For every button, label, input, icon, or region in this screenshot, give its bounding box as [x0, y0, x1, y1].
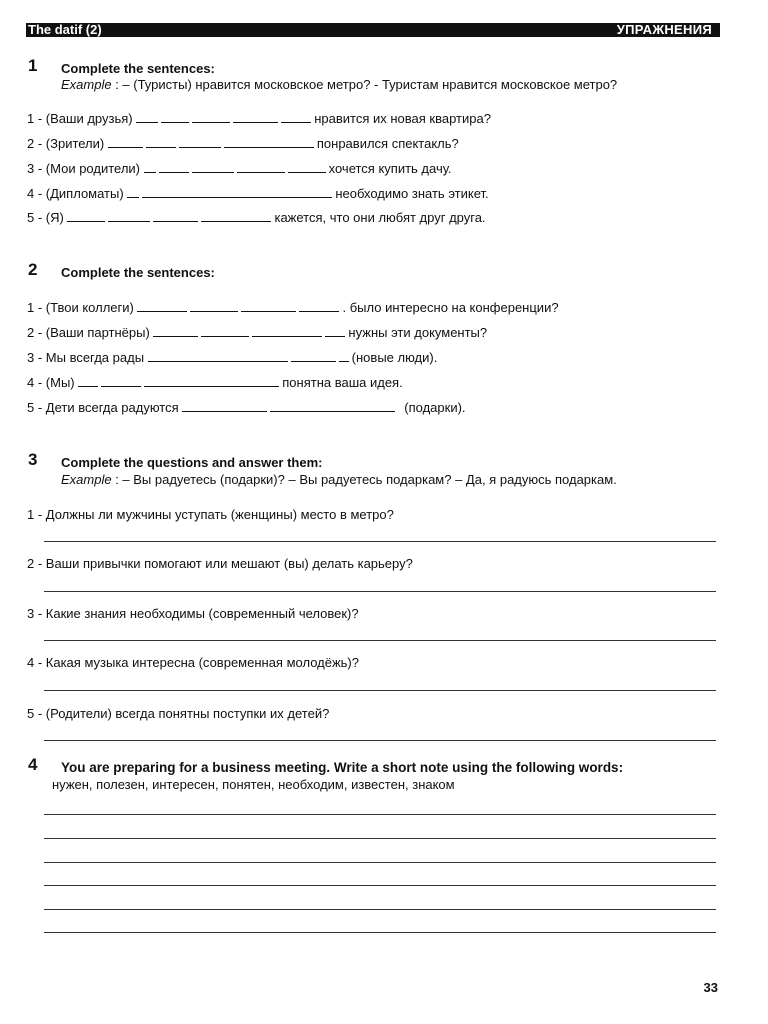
ex1-item-5 [27, 210, 486, 225]
ex1-item-3 [27, 161, 452, 176]
ex2-item-1-tail: . было интересно на конференции? [342, 300, 559, 315]
answer-blank[interactable] [108, 220, 150, 222]
answer-line[interactable] [44, 640, 716, 641]
ex3-question-2: 2 - Ваши привычки помогают или мешают (вы) делать карьеру? [27, 556, 413, 571]
ex2-item-1-prompt: 1 - (Твои коллеги) [27, 300, 134, 315]
exercise-3-example [61, 472, 617, 487]
answer-blank[interactable] [142, 196, 332, 198]
ex1-item-2 [27, 136, 459, 151]
ex1-item-3-prompt: 3 - (Мои родители) [27, 161, 140, 176]
answer-blank[interactable] [137, 310, 187, 312]
ex2-item-4-prompt: 4 - (Мы) [27, 375, 75, 390]
answer-blank[interactable] [281, 121, 311, 123]
exercise-4-word-list: нужен, полезен, интересен, понятен, необходим, известен, знаком [52, 777, 455, 792]
ex1-item-4-tail: необходимо знать этикет. [335, 186, 489, 201]
answer-blank[interactable] [237, 171, 285, 173]
ex1-item-1-tail: нравится их новая квартира? [314, 111, 491, 126]
answer-blank[interactable] [339, 360, 349, 362]
example-label: Example [61, 77, 112, 92]
ex1-item-4-prompt: 4 - (Дипломаты) [27, 186, 124, 201]
ex2-item-3-prompt: 3 - Мы всегда рады [27, 350, 145, 365]
answer-blank[interactable] [192, 121, 230, 123]
exercise-4-title: You are preparing for a business meeting. Write a short note using the following words: [61, 760, 624, 775]
example-label: Example [61, 472, 112, 487]
ex2-item-4 [27, 375, 403, 390]
exercise-3-number: 3 [28, 450, 38, 469]
exercise-3-title: Complete the questions and answer them: [61, 455, 323, 470]
answer-blank[interactable] [161, 121, 189, 123]
ex2-item-2-prompt: 2 - (Ваши партнёры) [27, 325, 150, 340]
answer-blank[interactable] [299, 310, 339, 312]
answer-blank[interactable] [201, 335, 249, 337]
ex2-item-1 [27, 300, 559, 315]
note-line[interactable] [44, 932, 716, 933]
answer-blank[interactable] [67, 220, 105, 222]
page-header-bar [26, 23, 720, 37]
page-number: 33 [703, 980, 718, 995]
answer-blank[interactable] [241, 310, 296, 312]
answer-blank[interactable] [190, 310, 238, 312]
answer-line[interactable] [44, 591, 716, 592]
ex1-item-4 [27, 186, 489, 201]
header-section: УПРАЖНЕНИЯ [616, 22, 712, 37]
ex1-item-1-prompt: 1 - (Ваши друзья) [27, 111, 133, 126]
exercise-1-title: Complete the sentences: [61, 61, 215, 76]
ex1-item-2-prompt: 2 - (Зрители) [27, 136, 105, 151]
answer-blank[interactable] [252, 335, 322, 337]
answer-blank[interactable] [325, 335, 345, 337]
ex2-item-2 [27, 325, 487, 340]
answer-blank[interactable] [148, 360, 288, 362]
answer-line[interactable] [44, 740, 716, 741]
answer-blank[interactable] [136, 121, 158, 123]
ex3-question-3: 3 - Какие знания необходимы (современный человек)? [27, 606, 359, 621]
example-text: : – Вы радуетесь (подарки)? – Вы радуетесь подаркам? – Да, я радуюсь подаркам. [111, 472, 617, 487]
answer-line[interactable] [44, 690, 716, 691]
ex1-item-5-prompt: 5 - (Я) [27, 210, 64, 225]
exercise-4-number: 4 [28, 755, 38, 774]
exercise-1-example [61, 77, 617, 92]
example-text: : – (Туристы) нравится московское метро? - Туристам нравится московское метро? [111, 77, 618, 92]
answer-blank[interactable] [179, 146, 221, 148]
ex1-item-3-tail: хочется купить дачу. [328, 161, 452, 176]
ex2-item-5-tail: (подарки). [404, 400, 466, 415]
ex2-item-3-tail: (новые люди). [351, 350, 438, 365]
ex3-question-4: 4 - Какая музыка интересна (современная молодёжь)? [27, 655, 359, 670]
answer-blank[interactable] [78, 385, 98, 387]
ex1-item-2-tail: понравился спектакль? [316, 136, 459, 151]
exercise-1-number: 1 [28, 56, 38, 75]
answer-blank[interactable] [144, 171, 156, 173]
answer-blank[interactable] [159, 171, 189, 173]
answer-blank[interactable] [192, 171, 234, 173]
answer-blank[interactable] [182, 410, 267, 412]
note-line[interactable] [44, 862, 716, 863]
exercise-2-number: 2 [28, 260, 38, 279]
ex2-item-3 [27, 350, 437, 365]
exercise-2-title: Complete the sentences: [61, 265, 215, 280]
note-line[interactable] [44, 814, 716, 815]
ex3-question-1: 1 - Должны ли мужчины уступать (женщины) место в метро? [27, 507, 394, 522]
answer-blank[interactable] [270, 410, 395, 412]
ex2-item-5-prompt: 5 - Дети всегда радуются [27, 400, 179, 415]
ex1-item-5-tail: кажется, что они любят друг друга. [274, 210, 486, 225]
answer-blank[interactable] [144, 385, 279, 387]
ex2-item-2-tail: нужны эти документы? [348, 325, 488, 340]
ex1-item-1 [27, 111, 491, 126]
answer-blank[interactable] [224, 146, 314, 148]
ex2-item-4-tail: понятна ваша идея. [282, 375, 403, 390]
answer-blank[interactable] [153, 335, 198, 337]
note-line[interactable] [44, 885, 716, 886]
answer-blank[interactable] [233, 121, 278, 123]
answer-blank[interactable] [288, 171, 326, 173]
ex3-question-5: 5 - (Родители) всегда понятны поступки их детей? [27, 706, 330, 721]
answer-blank[interactable] [146, 146, 176, 148]
answer-blank[interactable] [291, 360, 336, 362]
answer-blank[interactable] [201, 220, 271, 222]
answer-blank[interactable] [101, 385, 141, 387]
answer-blank[interactable] [108, 146, 143, 148]
answer-blank[interactable] [153, 220, 198, 222]
header-topic: The datif (2) [28, 22, 102, 37]
ex2-item-5 [27, 400, 466, 415]
answer-line[interactable] [44, 541, 716, 542]
note-line[interactable] [44, 838, 716, 839]
note-line[interactable] [44, 909, 716, 910]
answer-blank[interactable] [127, 196, 139, 198]
